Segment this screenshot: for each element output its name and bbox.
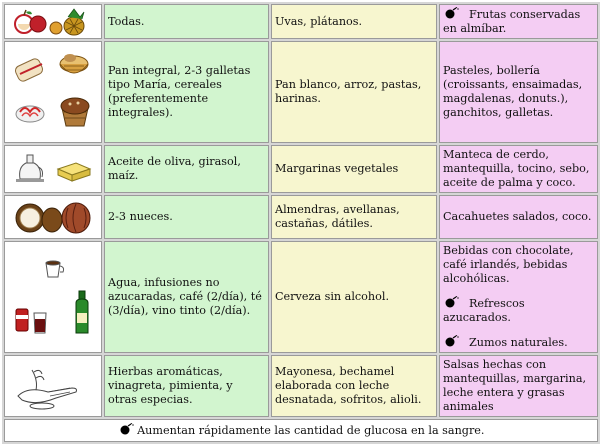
avoid-cell [439, 241, 598, 353]
table-row [4, 41, 598, 143]
avoid-cell: Salsas hechas con mantequillas, margarina, leche entera y grasas animales [439, 355, 598, 417]
recommended-cell: Hierbas aromáticas, vinagreta, pimienta, y otras especias. [104, 355, 269, 417]
avoid-text: Zumos naturales. [469, 336, 568, 349]
legend-row [4, 419, 598, 442]
moderate-cell: Pan blanco, arroz, pastas, harinas. [271, 41, 437, 143]
table-row [4, 241, 598, 353]
pineapple-icon [50, 9, 84, 35]
recommended-cell: Agua, infusiones no azucaradas, café (2/día), té (3/día), vino tinto (2/día). [104, 241, 269, 353]
soda-can-icon [16, 309, 28, 331]
food-icons-cell [4, 41, 102, 143]
bomb-icon [443, 296, 459, 308]
coconut-icon [16, 204, 62, 232]
avoid-text: Bebidas con chocolate, café irlandés, bebidas alcohólicas. [443, 244, 574, 285]
recommended-cell: Pan integral, 2-3 galletas tipo María, cereales (preferentemente integrales). [104, 41, 269, 143]
muffin-icon [61, 98, 89, 126]
walnut-icon [62, 203, 90, 233]
table-row [4, 195, 598, 239]
food-icons-cell [4, 241, 102, 353]
avoid-cell: Pasteles, bollería (croissants, ensaimadas, magdalenas, donuts.), ganchitos, galletas. [439, 41, 598, 143]
food-icons-cell [4, 4, 102, 39]
wine-bottle-icon [76, 291, 88, 333]
recommended-cell: 2-3 nueces. [104, 195, 269, 239]
food-icons-cell [4, 145, 102, 193]
moderate-cell: Uvas, plátanos. [271, 4, 437, 39]
basket-icon [60, 54, 88, 73]
moderate-cell: Almendras, avellanas, castañas, dátiles. [271, 195, 437, 239]
oil-cruet-icon [16, 155, 44, 182]
bomb-icon [118, 423, 134, 435]
butter-icon [58, 163, 90, 181]
avoid-cell: Manteca de cerdo, mantequilla, tocino, sebo, aceite de palma y coco. [439, 145, 598, 193]
legend-text: Aumentan rápidamente las cantidad de glucosa en la sangre. [137, 424, 485, 437]
apple-icon [15, 10, 46, 33]
moderate-cell: Margarinas vegetales [271, 145, 437, 193]
bread-icon [14, 57, 44, 82]
wine-glass-icon [34, 313, 46, 333]
recommended-cell: Aceite de oliva, girasol, maíz. [104, 145, 269, 193]
avoid-text: Refrescos azucarados. [443, 297, 525, 324]
avoid-cell [439, 4, 598, 39]
moderate-cell: Mayonesa, bechamel elaborada con leche desnatada, sofritos, alioli. [271, 355, 437, 417]
table-row [4, 145, 598, 193]
table-row [4, 355, 598, 417]
food-icons-cell [4, 355, 102, 417]
table-row [4, 4, 598, 39]
legend-cell [4, 419, 598, 442]
diet-table [2, 2, 600, 444]
bomb-icon [443, 7, 459, 19]
food-icons-cell [4, 195, 102, 239]
avoid-text: Frutas conservadas en almíbar. [443, 8, 581, 35]
moderate-cell: Cerveza sin alcohol. [271, 241, 437, 353]
recommended-cell: Todas. [104, 4, 269, 39]
coffee-cup-icon [46, 261, 64, 277]
bomb-icon [443, 335, 459, 347]
pasta-icon [16, 106, 44, 122]
avoid-cell: Cacahuetes salados, coco. [439, 195, 598, 239]
herbs-hand-icon [18, 370, 77, 409]
